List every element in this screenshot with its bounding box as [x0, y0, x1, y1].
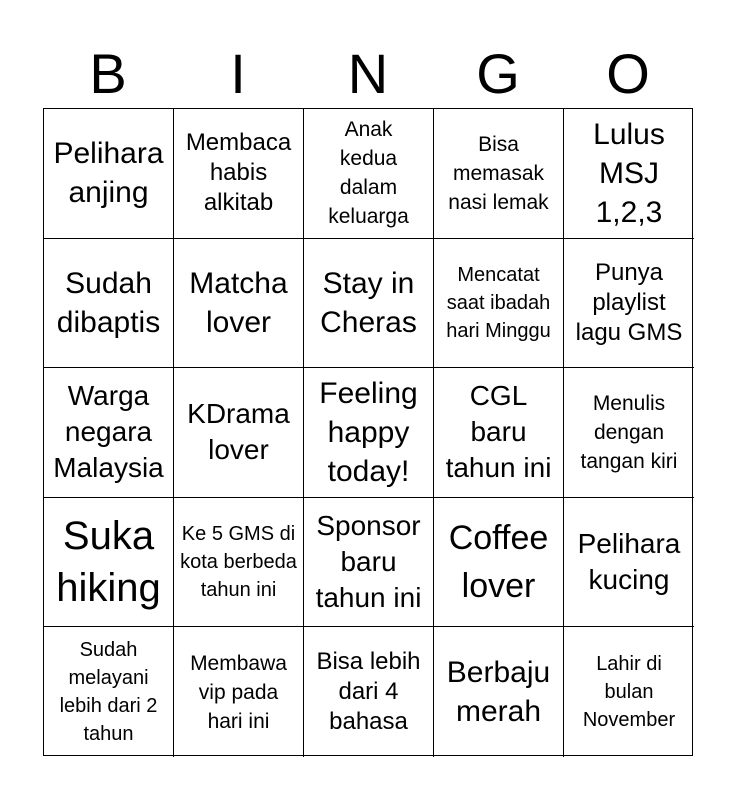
- bingo-cell[interactable]: [44, 239, 174, 369]
- header-letter-g: G: [476, 42, 520, 105]
- cell-text: Bisa memasak nasi lemak: [448, 132, 549, 214]
- cell-text: Sponsor baru tahun ini: [315, 510, 422, 614]
- cell-text: Stay in Cheras: [320, 266, 417, 339]
- cell-text: KDrama lover: [187, 398, 290, 466]
- bingo-cell[interactable]: [44, 109, 174, 239]
- header-letter-n: N: [347, 42, 389, 105]
- cell-text: Punya playlist lagu GMS: [575, 258, 683, 346]
- cell-text: Membawa vip pada hari ini: [190, 651, 287, 733]
- bingo-cell[interactable]: [174, 627, 304, 757]
- cell-text: Matcha lover: [189, 266, 288, 339]
- bingo-cell[interactable]: [304, 239, 434, 369]
- bingo-cell[interactable]: [174, 368, 304, 498]
- header-letter-i: I: [230, 42, 246, 105]
- bingo-cell[interactable]: [304, 627, 434, 757]
- bingo-cell[interactable]: [304, 368, 434, 498]
- bingo-cell[interactable]: [44, 368, 174, 498]
- bingo-header: [43, 40, 693, 108]
- bingo-grid: [43, 108, 693, 756]
- cell-text: Feeling happy today!: [319, 376, 418, 488]
- bingo-cell[interactable]: [564, 627, 694, 757]
- bingo-cell[interactable]: [304, 109, 434, 239]
- cell-text: Pelihara anjing: [53, 137, 164, 210]
- bingo-cell[interactable]: [434, 498, 564, 628]
- cell-text: Pelihara kucing: [577, 528, 681, 596]
- cell-text: Bisa lebih dari 4 bahasa: [316, 648, 421, 736]
- bingo-cell[interactable]: [434, 627, 564, 757]
- header-letter-o: O: [606, 42, 650, 105]
- cell-text: Anak kedua dalam keluarga: [328, 118, 409, 229]
- bingo-cell[interactable]: [174, 498, 304, 628]
- cell-text: Mencatat saat ibadah hari Minggu: [446, 263, 551, 342]
- bingo-cell[interactable]: [434, 368, 564, 498]
- bingo-cell[interactable]: [174, 239, 304, 369]
- bingo-cell[interactable]: [44, 498, 174, 628]
- cell-text: Ke 5 GMS di kota berbeda tahun ini: [180, 523, 297, 602]
- cell-text: CGL baru tahun ini: [445, 380, 552, 484]
- cell-text: Suka hiking: [56, 514, 161, 611]
- bingo-cell[interactable]: [304, 498, 434, 628]
- bingo-cell[interactable]: [564, 368, 694, 498]
- cell-text: Lahir di bulan November: [582, 653, 676, 732]
- bingo-cell[interactable]: [174, 109, 304, 239]
- cell-text: Lulus MSJ 1,2,3: [593, 117, 665, 229]
- cell-text: Membaca habis alkitab: [185, 129, 292, 217]
- cell-text: Sudah melayani lebih dari 2 tahun: [59, 639, 158, 746]
- cell-text: Sudah dibaptis: [56, 266, 161, 339]
- cell-text: Berbaju merah: [446, 656, 551, 729]
- cell-text: Warga negara Malaysia: [53, 380, 164, 484]
- bingo-cell[interactable]: [564, 498, 694, 628]
- header-letter-b: B: [89, 42, 127, 105]
- bingo-cell[interactable]: [434, 239, 564, 369]
- cell-text: Coffee lover: [448, 519, 549, 606]
- bingo-cell[interactable]: [44, 627, 174, 757]
- cell-text: Menulis dengan tangan kiri: [580, 391, 678, 473]
- bingo-cell[interactable]: [564, 239, 694, 369]
- bingo-cell[interactable]: [434, 109, 564, 239]
- bingo-cell[interactable]: [564, 109, 694, 239]
